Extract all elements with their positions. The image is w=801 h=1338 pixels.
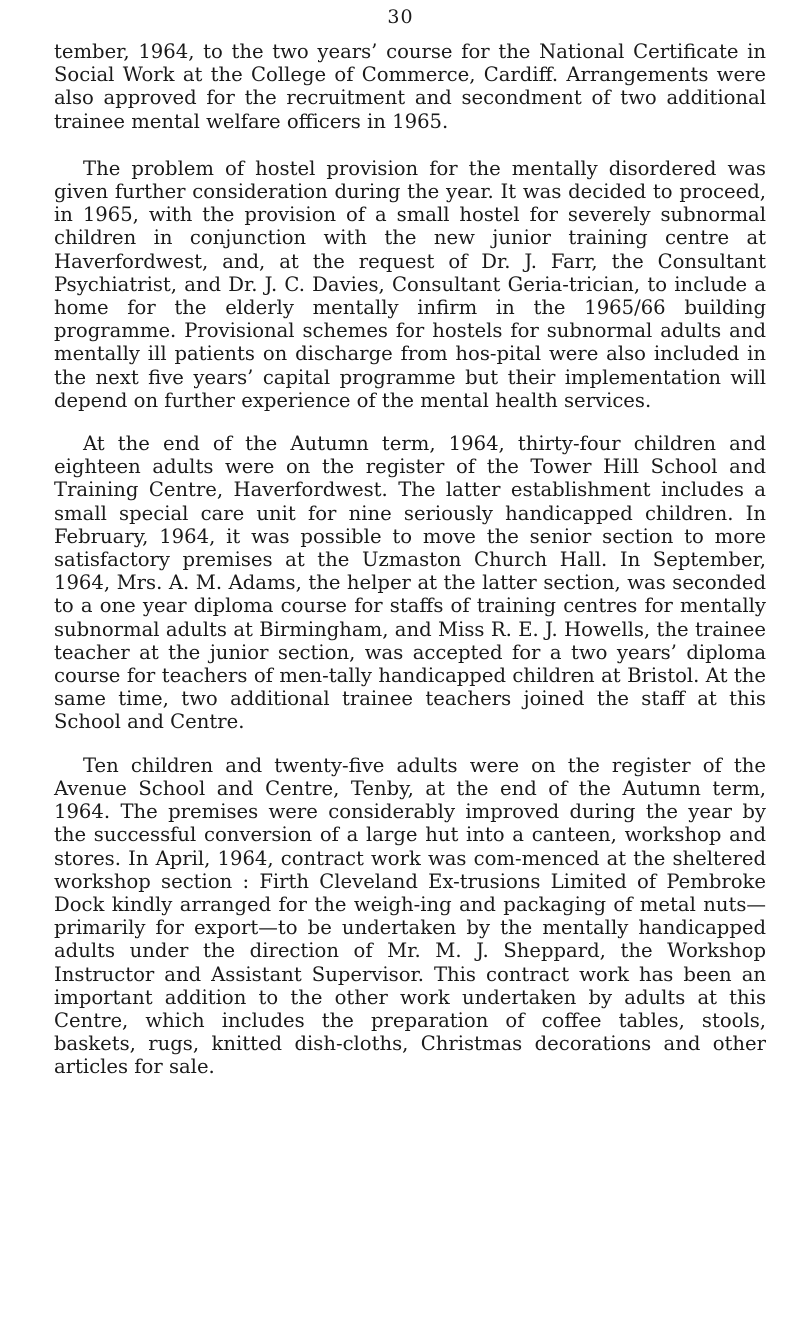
paragraph-tower-hill-school: At the end of the Autumn term, 1964, thirty-four children and eighteen adults were on the register of the Tower Hill School and Training Centre, Haverfordwest. The latter establishment includes a small special care unit for nine seriously handicapped children. In February, 1964, it was possible to move the senior section to more satisfactory premises at the Uzmaston Church Hall. In September, 1964, Mrs. A. M. Adams, the helper at the latter section, was seconded to a one year diploma course for staffs of training centres for mentally subnormal adults at Birmingham, and Miss R. E. J. Howells, the trainee teacher at the junior section, was accepted for a two years’ diploma course for teachers of men-tally handicapped children at Bristol. At the same time, two additional trainee teachers joined the staff at this School and Centre.: [54, 432, 766, 734]
page-number: 30: [387, 6, 414, 28]
body-text: [54, 40, 766, 1099]
paragraph-continuation: tember, 1964, to the two years’ course for the National Certificate in Social Work at the College of Commerce, Cardiff. Arrangements were also approved for the recruitment and secondment of two additional trainee mental welfare officers in 1965.: [54, 40, 766, 133]
paragraph-avenue-school: Ten children and twenty-five adults were on the register of the Avenue School and Centre, Tenby, at the end of the Autumn term, 1964. The premises were considerably improved during the year by the successful conversion of a large hut into a canteen, workshop and stores. In April, 1964, contract work was com-menced at the sheltered workshop section : Firth Cleveland Ex-trusions Limited of Pembroke Dock kindly arranged for the weigh-ing and packaging of metal nuts—primarily for export—to be undertaken by the mentally handicapped adults under the direction of Mr. M. J. Sheppard, the Workshop Instructor and Assistant Supervisor. This contract work has been an important addition to the other work undertaken by adults at this Centre, which includes the preparation of coffee tables, stools, baskets, rugs, knitted dish-cloths, Christmas decorations and other articles for sale.: [54, 753, 766, 1079]
paragraph-hostel-provision: The problem of hostel provision for the mentally disordered was given further consideration during the year. It was decided to proceed, in 1965, with the provision of a small hostel for severely subnormal children in conjunction with the new junior training centre at Haverfordwest, and, at the request of Dr. J. Farr, the Consultant Psychiatrist, and Dr. J. C. Davies, Consultant Geria-trician, to include a home for the elderly mentally infirm in the 1965/66 building programme. Provisional schemes for hostels for subnormal adults and mentally ill patients on discharge from hos-pital were also included in the next five years’ capital programme but their implementation will depend on further experience of the mental health services.: [54, 156, 766, 412]
